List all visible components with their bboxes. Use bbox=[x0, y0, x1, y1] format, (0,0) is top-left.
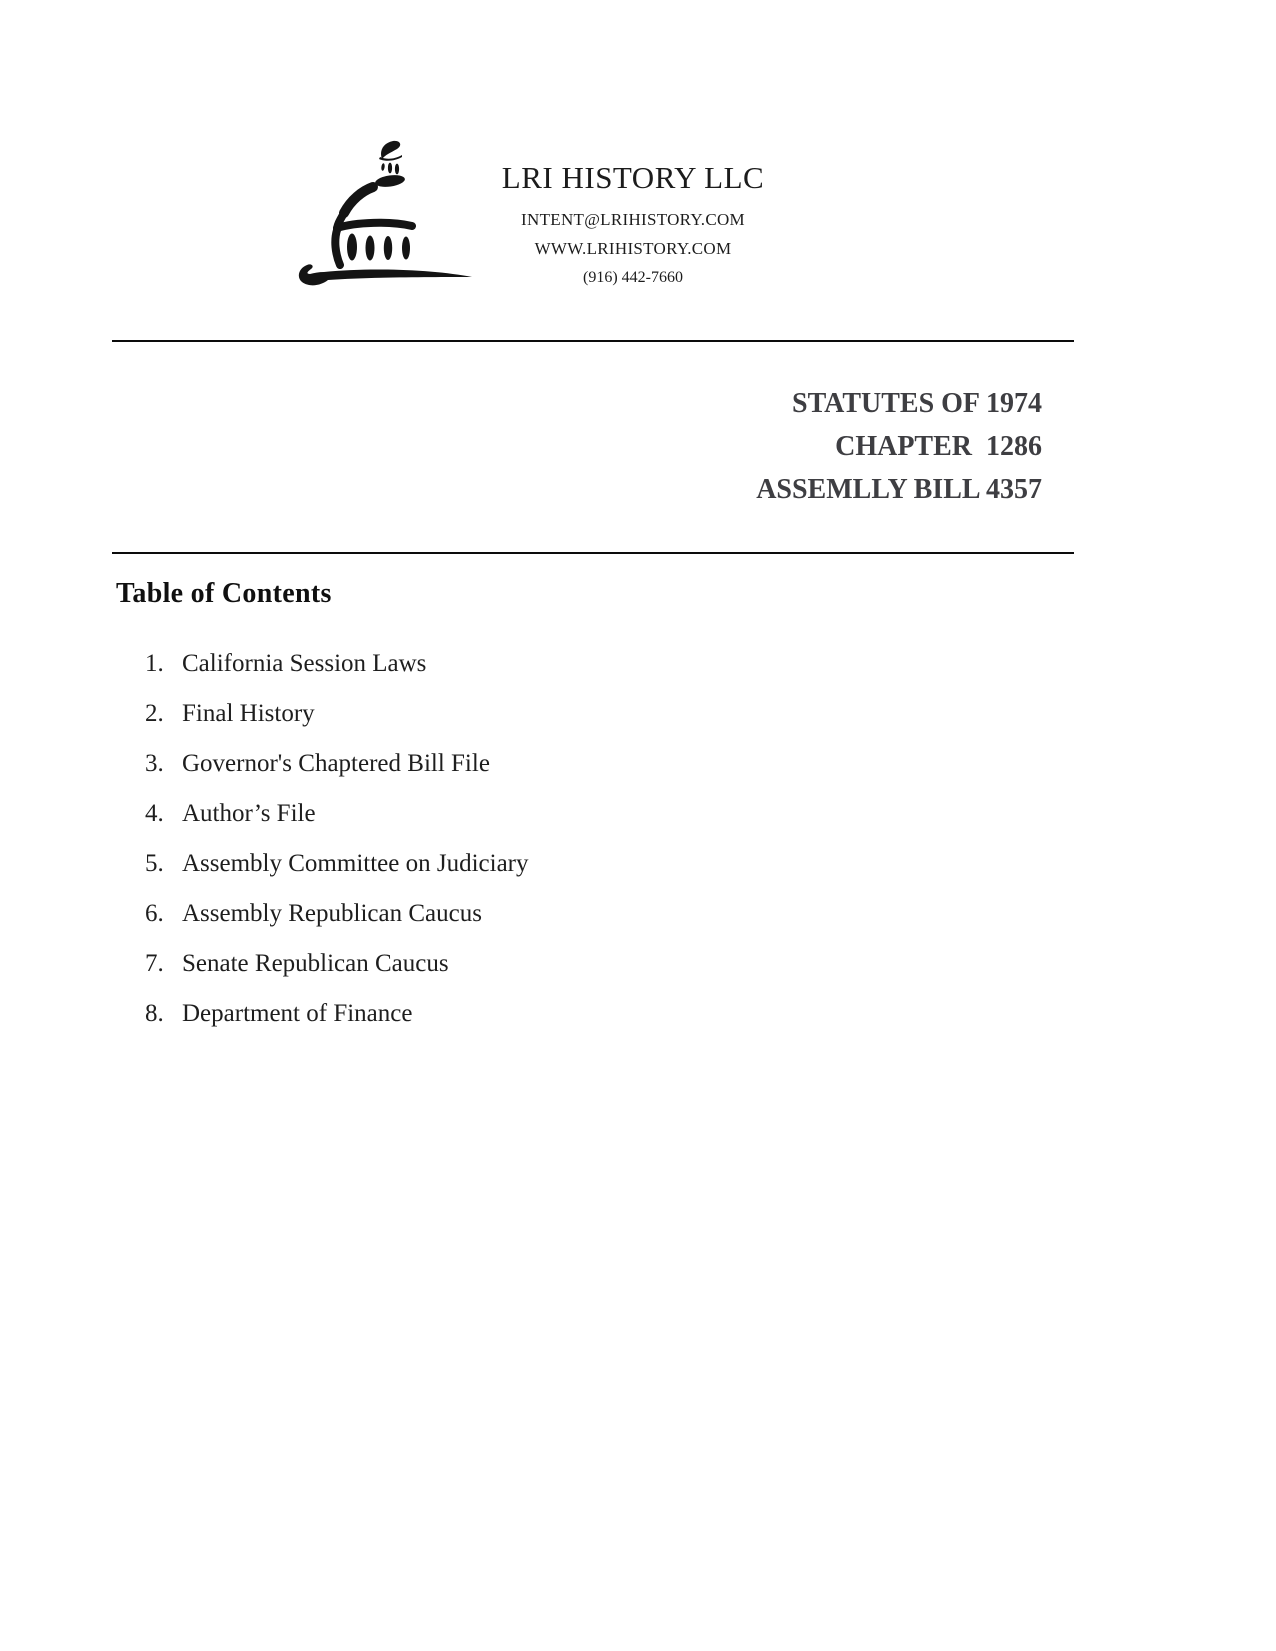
toc-item-label: Department of Finance bbox=[182, 1000, 413, 1027]
statutes-bill-line: ASSEMLLY BILL 4357 bbox=[756, 474, 1042, 505]
toc-item bbox=[145, 848, 528, 879]
toc-item-label: Assembly Committee on Judiciary bbox=[182, 850, 529, 877]
phone-text: (916) 442-7660 bbox=[583, 269, 683, 286]
header-contact-block bbox=[433, 160, 833, 292]
toc-item bbox=[145, 698, 528, 729]
email-text: INTENT@LRIHISTORY.COM bbox=[521, 210, 745, 229]
statutes-chapter-line: CHAPTER 1286 bbox=[835, 431, 1042, 462]
toc-item bbox=[145, 748, 528, 779]
toc-item-number: 8. bbox=[145, 1000, 164, 1027]
toc-item-number: 1. bbox=[145, 650, 164, 677]
divider-bottom bbox=[112, 552, 1074, 554]
toc-item-number: 2. bbox=[145, 700, 164, 727]
toc-item-number: 4. bbox=[145, 800, 164, 827]
toc-item-number: 7. bbox=[145, 950, 164, 977]
toc-item-number: 3. bbox=[145, 750, 164, 777]
statutes-year-line: STATUTES OF 1974 bbox=[792, 388, 1042, 419]
toc-item-label: Final History bbox=[182, 700, 315, 727]
website-text: WWW.LRIHISTORY.COM bbox=[534, 239, 732, 258]
toc-item bbox=[145, 948, 528, 979]
toc-item-label: Author’s File bbox=[182, 800, 316, 827]
toc-item bbox=[145, 998, 528, 1029]
toc-item bbox=[145, 648, 528, 679]
company-name: LRI HISTORY LLC bbox=[501, 160, 765, 195]
toc-title: Table of Contents bbox=[116, 578, 332, 609]
divider-top bbox=[112, 340, 1074, 342]
toc-list bbox=[145, 648, 528, 1048]
statute-citation bbox=[756, 382, 1042, 511]
toc-item-label: Assembly Republican Caucus bbox=[182, 900, 482, 927]
toc-item-label: Governor's Chaptered Bill File bbox=[182, 750, 490, 777]
toc-item-number: 5. bbox=[145, 850, 164, 877]
toc-item-label: Senate Republican Caucus bbox=[182, 950, 449, 977]
toc-item-number: 6. bbox=[145, 900, 164, 927]
toc-item bbox=[145, 798, 528, 829]
toc-item-label: California Session Laws bbox=[182, 650, 427, 677]
toc-item bbox=[145, 898, 528, 929]
